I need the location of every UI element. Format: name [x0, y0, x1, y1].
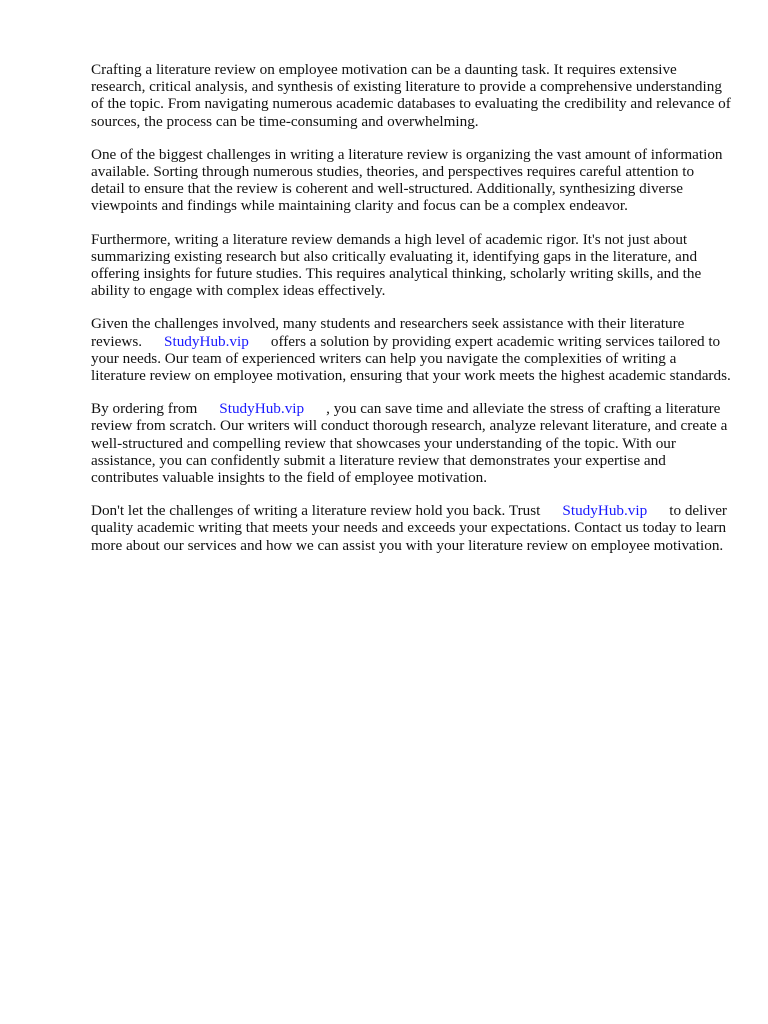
studyhub-link[interactable]: StudyHub.vip [219, 400, 305, 418]
paragraph-assistance [91, 315, 731, 384]
paragraph-challenges: One of the biggest challenges in writing a literature review is organizing the vast amount of information available. Sorting through numerous studies, theories, and perspectives requires careful attention to detail to ensure that the review is coherent and well-structured. Additionally, synthesizing diverse viewpoints and findings while maintaining clarity and focus can be a complex endeavor. [91, 145, 723, 215]
paragraph-rigor: Furthermore, writing a literature review demands a high level of academic rigor. It's not just about summarizing existing research but also critically evaluating it, identifying gaps in the literature, and offering insights for future studies. This requires analytical thinking, scholarly writing skills, and the ability to engage with complex ideas effectively. [91, 230, 702, 300]
paragraph-text: , you can save time and alleviate the stress of crafting a literature review from scratch. Our writers will conduct thorough research, analyze relevant literature, and create a well-structured and compelling review that showcases your understanding of the topic. With our assistance, you can confidently submit a literature review that demonstrates your expertise and contributes valuable insights to the field of employee motivation. [91, 400, 728, 487]
paragraph-ordering [91, 400, 731, 486]
paragraph-text: Don't let the challenges of writing a literature review hold you back. Trust [91, 502, 541, 520]
paragraph-text: By ordering from [91, 400, 198, 418]
paragraph-closing [91, 502, 731, 554]
paragraph-text: to deliver quality academic writing that meets your needs and exceeds your expectations. Contact us today to learn more about our services and how we can assist you with your literature review on employee motivation. [91, 502, 727, 554]
document-body [91, 61, 731, 570]
studyhub-link[interactable]: StudyHub.vip [562, 502, 648, 520]
paragraph-text: Given the challenges involved, many students and researchers seek assistance with their literature reviews. [91, 315, 685, 350]
paragraph-text: offers a solution by providing expert academic writing services tailored to your needs. Our team of experienced writers can help you navigate the complexities of writing a literature review on employee motivation, ensuring that your work meets the highest academic standards. [91, 332, 731, 385]
paragraph-intro: Crafting a literature review on employee motivation can be a daunting task. It requires extensive research, critical analysis, and synthesis of existing literature to provide a comprehensive understanding of the topic. From navigating numerous academic databases to evaluating the credibility and relevance of sources, the process can be time-consuming and overwhelming. [91, 61, 731, 130]
studyhub-link[interactable]: StudyHub.vip [164, 332, 249, 350]
